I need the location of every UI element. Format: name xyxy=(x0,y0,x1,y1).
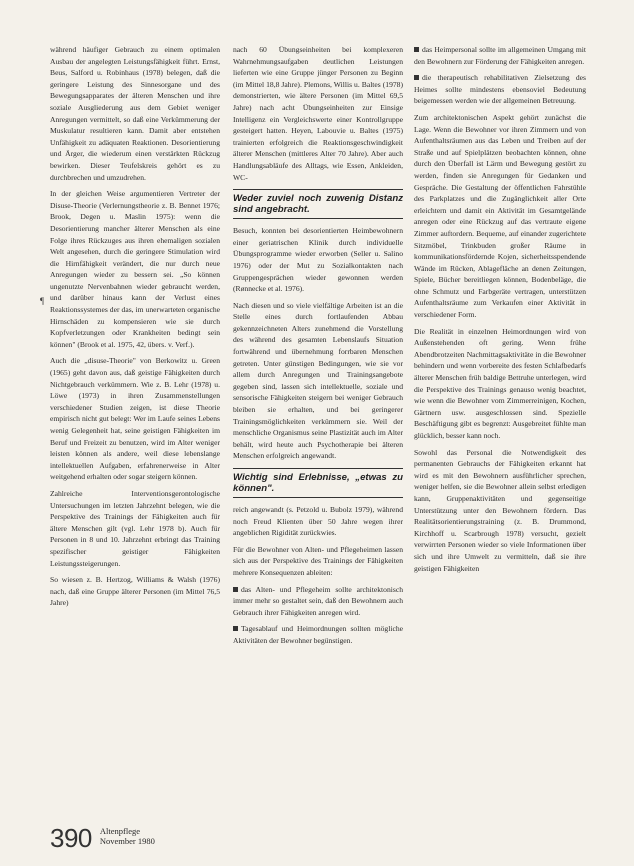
bullet-item xyxy=(414,44,586,67)
bullet-text: das Alten- und Pflegeheim sollte architektonisch immer mehr so gestaltet sein, daß den Bewohnern auch Gebrauch ihrer Fähigkeiten anregen wird. xyxy=(233,584,403,617)
paragraph: nach 60 Übungseinheiten bei komplexeren Wahrnehmungsaufgaben deutlichen Leistungen lieferten wie eine Gruppe jünger Personen zu Beginn (im Mittel 18,8 Jahre). Plemons, Willis u. Baltes (1978) demonstrierten, wie ältere Personen (im Mittel 69,5 Jahre) nach acht Übungseinheiten zur Einsige Intelligenz ein Vergleichswerte einer Kontrollgruppe gesteigert hatten. Heyen, Labouvie u. Baltes (1975) trainierten erfolgreich die Reaktionsgeschwindigkeit älterer Menschen (mittleres Alter 70 Jahre). Aber auch Handlungsabläufe des Alltags, wie Essen, Ankleiden, WC- xyxy=(233,45,403,182)
bullet-item xyxy=(414,72,586,107)
paragraph: Auch die „disuse-Theorie" von Berkowitz u. Green (1965) geht davon aus, daß geistige Fähigkeiten durch Nichtgebrauch verkümmern. Wie z. B. Lehr (1978) u. Löwe (1973) in ihren Zusammenstellungen verschiedener Studien zeigen, ist diese Theorie empirisch nicht gut belegt: Wer im Laufe seines Lebens wenig Gelegenheit hat, seine geistigen Fähigkeiten im Beruf und Freizeit zu benutzen, wird im Alter weniger leisten können als andere, weil diese lebenslange intellektuellen Aufgaben, erfahrenerweise in Alter weitgehend erhalten oder sogar steigern können. xyxy=(50,356,220,482)
bullet-text: das Heimpersonal sollte im allgemeinen Umgang mit den Bewohnern zur Förderung der Fähigkeiten anregen. xyxy=(414,45,586,66)
paragraph: Nach diesen und so viele vielfältige Arbeiten ist an die Stelle eines durch fortlaufenden Abbau gekennzeichneten Alters zunehmend die Vorstellung des während des gesamten Lebenslaufs Situation fortwährend und übernehmung forrbaren Menschen getreten. Unter günstigen Bedingungen, wie sie vor allem durch Anregungen und Trainingsangebote gegeben sind, lassen sich intellektuelle, soziale und sensorische Fähigkeiten steigern bei weniger Gebrauch bleiben sie erhalten, und bei geringerer Trainingsmöglichkeiten verkümmern sie. Weil der menschliche Organismus seine Plastizität auch im Alter behält, wird heute auch Psychotherapie bei älteren Menschen erfolgreich angewandt. xyxy=(233,300,403,461)
paragraph: Zum architektonischen Aspekt gehört zunächst die Lage. Wenn die Bewohner vor ihren Zimmern und von Aufenthaltsräumen aus das Leben und Treiben auf der Straße und auf Spielplätzen beobachten können, ohne durch den Überfall ist Lärm und Bewegung gestört zu werden, finden sie Anregungen für Gedanken und Gespräche. Die Gestaltung der öffentlichen Fahrstühle des Parkplatzes und die Zugänglichkeit aller Orte erleichtern und damit ein Aktivität im Gesamtgelände anregen oder eine Rückzug auf das vertraute eigene Zimmer auftordern. Bequeme, auf einander zugerichtete Sitzmöbel, Trinkbuden großer Räume in kommunikationsfördernde Kojen, sicherheitsspendende Wände im Rücken, Ablagefläche an denen Zeitungen, Spiele, Bücher bereitliegen können, Bodenbeläge, die ohne Schmutz und Farbgeräte vertragen, unterstützen Aufenthaltsräume zum Verkaufen einer Aktivität in verschiedener Form. xyxy=(414,112,586,320)
subheading: Weder zuviel noch zuwenig Distanz sind angebracht. xyxy=(233,189,403,219)
paragraph: So wiesen z. B. Hertzog, Williams & Walsh (1976) nach, daß eine Gruppe älterer Personen (im Mittel 76,5 Jahre) xyxy=(50,575,220,608)
paragraph: Zahlreiche Interventionsgerontologische Untersuchungen im letzten Jahrzehnt belegen, wie die Perspektive des Trainings der Fähigkeiten auch für ältere Menschen gilt (vgl. Lehr 1978 b). Auch für Personen in 8 und 10. Jahrzehnt erbringt das Training spezifischer geistiger Fähigkeiten Leistungssteigerungen. xyxy=(50,488,220,568)
paragraph: Sowohl das Personal die Notwendigkeit des permanenten Gebrauchs der Fähigkeiten erkannt hat wird es mit den Bewohnern ausführlicher sprechen, weniger helfen, sie die Bewohner allein selbst erledigen kann, Gruppenaktivitäten und gegenseitige Unterstützung unter den Bewohnern fördern. Das Realitätsorientierungstraining (z. B. Drummond, Kirchhoff u. Scarbrough 1978) versucht, gezielt verwirrten Personen wieder so viele Informationen über sich und ihre Umwelt zu vermitteln, daß sie ihre geistigen Fähigkeiten xyxy=(414,447,586,573)
publication-date: November 1980 xyxy=(99,835,155,846)
subheading: Wichtig sind Erlebnisse, „etwas zu können". xyxy=(233,468,403,498)
square-bullet-icon xyxy=(233,587,238,592)
bullet-item xyxy=(233,584,403,619)
paragraph: In der gleichen Weise argumentieren Vertreter der Disuse-Theorie (Verlernungstheorie z. B. Bennet 1976; Brook, Degen u. Maslin 1975): wenn die Desorientierung mancher älterer Menschen als eine Folge ihres Rückzuges aus ihren ehemaligen sozialen Welt angesehen, durch die geringere Stimulation wird die Hirnfähigkeit verändert, die nur durch neue Anregungen wieder zu bessern sei. „So können ungenutzte Nervenbahnen wieder gebraucht werden, und darüber hinaus kann der Verlust eines Reaktionssystemes der das, im unerwarteten organische Hirnschäden zu kompensieren wie sie durch Kopfverletzungen oder Krankheiten bedingt sein können" (Brook et al. 1975, 42, übers. v. Verf.). xyxy=(50,189,220,349)
margin-mark-icon: ¶ xyxy=(40,296,45,306)
paragraph: Die Realität in einzelnen Heimordnungen wird von Außenstehenden oft gering. Wenn frühe Abendbrotzeiten Nachmittagsaktivitäte in die Bewohner behindern und wenn vorbereite des festen Schlafbedarfs älterer Menschen früh baldige Bettruhe unterlegen, wird die Perspektive des Trainings genauso wenig beachtet, wie wenn die Bewohner vom Zimmerreinigen, Kochen, Gärtnern usw. ausgeschlossen sind. Spezielle Beschäftigung gibt es begrenzt: Ausgebreitet fühlte man glücklich, besser kann noch. xyxy=(414,326,586,440)
paragraph: Für die Bewohner von Alten- und Pflegeheimen lassen sich aus der Perspektive des Trainings der Fähigkeiten mehrere Konsequenzen ableiten: xyxy=(233,544,403,577)
page-footer xyxy=(50,823,155,853)
square-bullet-icon xyxy=(233,626,238,631)
square-bullet-icon xyxy=(414,75,419,80)
paragraph: während häufiger Gebrauch zu einem optimalen Ausbau der angelegten Leistungsfähigkeit führt. Ernst, Beus, Salford u. Robinhaus (1978) belegen, daß die geringere Leistung des Sinnesorgane und des Bewegungsapparates der älteren Menschen und ihre soziale Ausgliederung aus dem Gebiet weniger Anregungen vermittelt, so daß eine Verkümmerung der Muskulatur resultieren kann. Damit aber entstehen Unfähigkeit zu adäquaten Reaktionen. Desorientierung und Ärger, die wiederum einen verstärkten Rückzug bewirken. Dieser Teufelskreis gehört es zu durchbrechen und umzudrehen. xyxy=(50,45,220,182)
bullet-text: die therapeutisch rehabilitativen Zielsetzung des Heimes sollte mindestens ebensoviel Bedeutung beigemessen werden wie der allgemeinen Betreuung. xyxy=(414,73,586,106)
column-2 xyxy=(233,44,403,652)
page-number: 390 xyxy=(50,823,92,853)
bullet-text: Tagesablauf und Heimordnungen sollten mögliche Aktivitäten der Bewohner begünstigen. xyxy=(233,624,403,645)
publication-info xyxy=(100,827,155,846)
paragraph: Besuch, konnten bei desorientierten Heimbewohnern einer geriatrischen Klinik durch individuelle Übungsprogramme wieder erworben (Seller u. Salino 1976) oder der Mut zu Sozialkontakten nach Gruppengesprächen wieder gewonnen werden (Rønnecke et al. 1976). xyxy=(233,226,403,294)
square-bullet-icon xyxy=(414,47,419,52)
paragraph: reich angewandt (s. Petzold u. Bubolz 1979), während noch Freud Klienten über 50 Jahre wegen ihrer angeblichen Rigidität zurückwies. xyxy=(233,505,403,538)
publication-name: Altenpflege xyxy=(99,826,141,836)
column-1 xyxy=(50,44,220,614)
bullet-item xyxy=(233,623,403,646)
column-3 xyxy=(414,44,586,579)
